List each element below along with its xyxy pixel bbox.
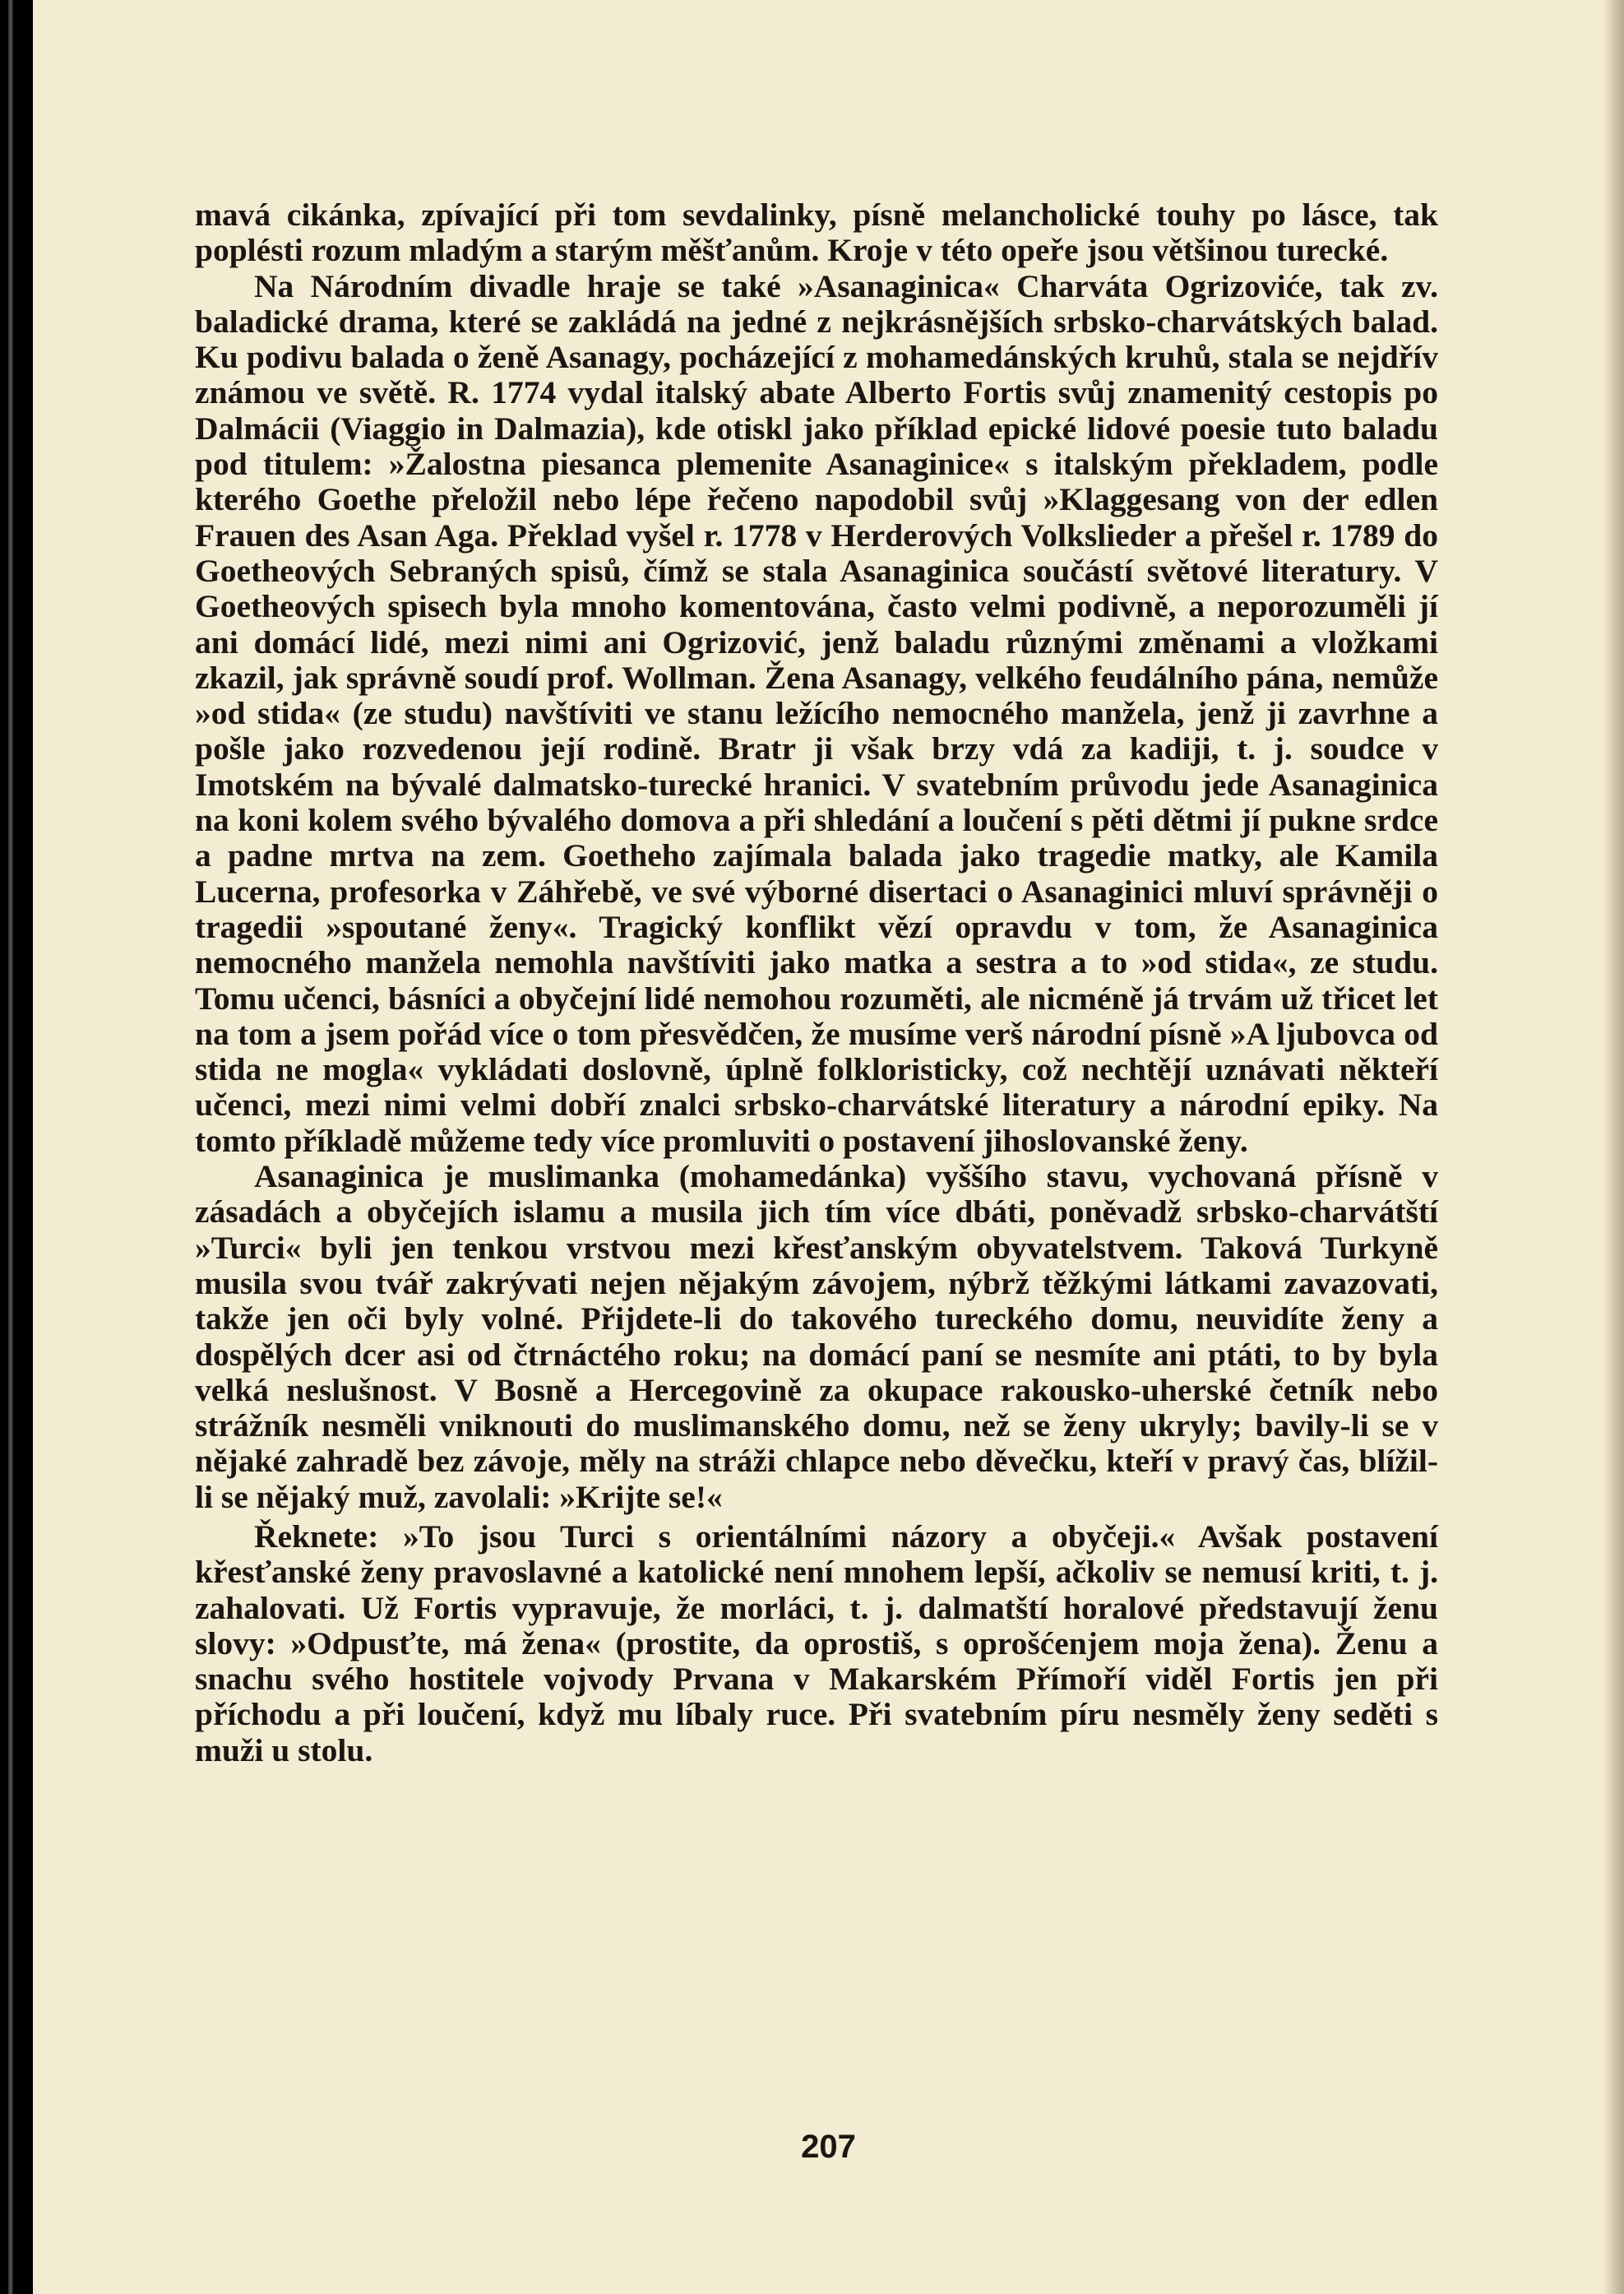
page-number: 207 (801, 2129, 856, 2165)
book-page (33, 0, 1624, 2294)
paragraph-1: mavá cikánka, zpívající při tom sevdalinky, písně melancholické touhy po lásce, tak poplésti rozum mladým a starým měšťanům. Kroje v této opeře jsou většinou turecké. (195, 197, 1438, 269)
paragraph-3: Asanaginica je muslimanka (mohamedánka) vyššího stavu, vychovaná přísně v zásadách a obyčejích islamu a musila jich tím více dbáti, poněvadž srbsko-charvátští »Turci« byli jen tenkou vrstvou mezi křesťanským obyvatelstvem. Taková Turkyně musila svou tvář zakrývati nejen nějakým závojem, nýbrž těžkými látkami zavazovati, takže jen oči byly volné. Přijdete-li do takového tureckého domu, neuvidíte ženy a dospělých dcer asi od čtrnáctého roku; na domácí paní se nesmíte ani ptáti, to by byla velká neslušnost. V Bosně a Hercegovině za okupace rakousko-uherské četník nebo strážník nesměli vniknouti do muslimanského domu, než se ženy ukryly; bavily-li se v nějaké zahradě bez závoje, měly na stráži chlapce nebo děvečku, kteří v pravý čas, blížil-li se nějaký muž, zavolali: »Krijte se!« (195, 1158, 1438, 1515)
paragraph-4: Řeknete: »To jsou Turci s orientálními názory a obyčeji.« Avšak postavení křesťanské ženy pravoslavné a katolické není mnohem lepší, ačkoliv se nemusí kriti, t. j. zahalovati. Už Fortis vypravuje, že morláci, t. j. dalmatští horalové představují ženu slovy: »Odpusťte, má žena« (prostite, da oprostiš, s oprošćenjem moja žena). Ženu a snachu svého hostitele vojvody Prvana v Makarském Přímoří viděl Fortis jen při příchodu a při loučení, když mu líbaly ruce. Při svatebním píru nesměly ženy seděti s muži u stolu. (195, 1518, 1438, 1768)
body-text (195, 197, 1438, 1768)
paragraph-2: Na Národním divadle hraje se také »Asanaginica« Charváta Ogrizoviće, tak zv. baladické drama, které se zakládá na jedné z nejkrásnějších srbsko-charvátských balad. Ku podivu balada o ženě Asanagy, pocházející z mohamedánských kruhů, stala se nejdřív známou ve světě. R. 1774 vydal italský abate Alberto Fortis svůj znamenitý cestopis po Dalmácii (Viaggio in Dalmazia), kde otiskl jako příklad epické lidové poesie tuto baladu pod titulem: »Žalostna piesanca plemenite Asanaginice« s italským překladem, podle kterého Goethe přeložil nebo lépe řečeno napodobil svůj »Klaggesang von der edlen Frauen des Asan Aga. Překlad vyšel r. 1778 v Herderových Volkslieder a přešel r. 1789 do Goetheových Sebraných spisů, čímž se stala Asanaginica součástí světové literatury. V Goetheových spisech byla mnoho komentována, často velmi podivně, a neporozuměli jí ani domácí lidé, mezi nimi ani Ogrizović, jenž baladu různými změnami a vložkami zkazil, jak správně soudí prof. Wollman. Žena Asanagy, velkého feudálního pána, nemůže »od stida« (ze studu) navštíviti ve stanu ležícího nemocného manžela, jenž ji zavrhne a pošle jako rozvedenou její rodině. Bratr ji však brzy vdá za kadiji, t. j. soudce v Imotském na bývalé dalmatsko-turecké hranici. V svatebním průvodu jede Asanaginica na koni kolem svého bývalého domova a při shledání a loučení s pěti dětmi jí pukne srdce a padne mrtva na zem. Goetheho zajímala balada jako tragedie matky, ale Kamila Lucerna, profesorka v Záhřebě, ve své výborné disertaci o Asanaginici mluví správněji o tragedii »spoutané ženy«. Tragický konflikt vězí opravdu v tom, že Asanaginica nemocného manžela nemohla navštíviti jako matka a sestra a to »od stida«, ze studu. Tomu učenci, básníci a obyčejní lidé nemohou rozuměti, ale nicméně já trvám už třicet let na tom a jsem pořád více o tom přesvědčen, že musíme verš národní písně »A ljubovca od stida ne mogla« vykládati doslovně, úplně folkloristicky, což nechtějí uznávati někteří učenci, mezi nimi velmi dobří znalci srbsko-charvátské literatury a národní epiky. Na tomto příkladě můžeme tedy více promluviti o postavení jihoslovanské ženy. (195, 267, 1438, 1159)
book-spine-edge (8, 0, 13, 2294)
